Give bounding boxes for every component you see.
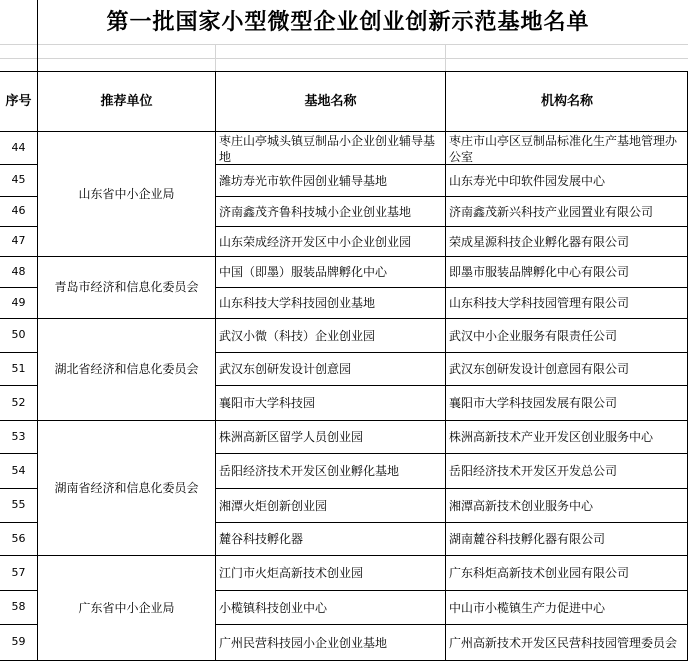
seq-cell: 58 <box>11 600 26 613</box>
row-gridline <box>215 522 688 523</box>
org-name-cell: 武汉东创研发设计创意园有限公司 <box>449 362 630 376</box>
row-gridline <box>215 287 688 288</box>
recommending-unit-cell: 青岛市经济和信息化委员会 <box>54 280 199 294</box>
seq-cell: 46 <box>11 204 26 217</box>
row-gridline <box>215 488 688 489</box>
org-name-cell: 山东科技大学科技园管理有限公司 <box>449 296 630 310</box>
base-name-cell: 株洲高新区留学人员创业园 <box>219 430 364 444</box>
table-gridline <box>215 71 216 660</box>
base-name-cell: 岳阳经济技术开发区创业孵化基地 <box>219 464 400 478</box>
row-gridline <box>215 555 688 556</box>
base-name-cell: 江门市火炬高新技术创业园 <box>219 566 364 580</box>
row-gridline <box>0 196 37 197</box>
org-name-cell: 即墨市服装品牌孵化中心有限公司 <box>449 265 630 279</box>
base-name-cell: 济南鑫茂齐鲁科技城小企业创业基地 <box>219 204 412 219</box>
row-gridline <box>0 226 37 227</box>
base-name-cell: 武汉小微（科技）企业创业园 <box>219 328 376 343</box>
table-gridline <box>0 71 688 72</box>
group-gridline <box>37 256 215 257</box>
seq-cell: 51 <box>11 361 26 375</box>
org-name-cell: 湖南麓谷科技孵化器有限公司 <box>449 532 606 546</box>
row-gridline <box>215 385 688 386</box>
seq-cell: 44 <box>11 141 26 154</box>
row-gridline <box>215 420 688 421</box>
base-name-cell: 小榄镇科技创业中心 <box>219 600 328 615</box>
org-name-cell: 广东科炬高新技术创业园有限公司 <box>449 566 630 580</box>
header-base-name: 基地名称 <box>304 94 357 109</box>
org-name-cell: 广州高新技术开发区民营科技园管理委员会 <box>449 635 678 650</box>
group-gridline <box>37 318 215 319</box>
table-gridline <box>0 58 688 59</box>
org-name-cell: 武汉中小企业服务有限责任公司 <box>449 328 618 343</box>
group-gridline <box>37 555 215 556</box>
row-gridline <box>215 590 688 591</box>
header-seq: 序号 <box>5 94 32 109</box>
table-gridline <box>445 71 446 660</box>
org-name-cell: 中山市小榄镇生产力促进中心 <box>449 600 606 615</box>
row-gridline <box>0 256 37 257</box>
row-gridline <box>0 488 37 489</box>
base-name-cell: 广州民营科技园小企业创业基地 <box>219 635 388 650</box>
seq-cell: 49 <box>11 295 26 309</box>
header-recommending-unit: 推荐单位 <box>100 94 153 109</box>
org-name-cell: 济南鑫茂新兴科技产业园置业有限公司 <box>449 204 654 219</box>
row-gridline <box>215 256 688 257</box>
row-gridline <box>0 624 37 625</box>
seq-cell: 45 <box>11 173 26 186</box>
row-gridline <box>215 453 688 454</box>
org-name-cell: 湘潭高新技术创业服务中心 <box>449 498 594 513</box>
seq-cell: 53 <box>11 429 26 443</box>
org-name-cell: 枣庄市山亭区豆制品标准化生产基地管理办公室 <box>449 133 678 164</box>
base-name-cell: 襄阳市大学科技园 <box>219 396 316 410</box>
seq-cell: 54 <box>11 463 26 477</box>
group-gridline <box>37 420 215 421</box>
recommending-unit-cell: 湖南省经济和信息化委员会 <box>54 480 199 495</box>
org-name-cell: 株洲高新技术产业开发区创业服务中心 <box>449 430 654 444</box>
recommending-unit-cell: 广东省中小企业局 <box>78 600 175 615</box>
base-name-cell: 潍坊寿光市软件园创业辅导基地 <box>219 173 388 188</box>
row-gridline <box>0 420 37 421</box>
row-gridline <box>0 555 37 556</box>
row-gridline <box>0 453 37 454</box>
row-gridline <box>215 164 688 165</box>
base-name-cell: 武汉东创研发设计创意园 <box>219 362 352 376</box>
table-gridline <box>37 0 38 660</box>
row-gridline <box>215 624 688 625</box>
seq-cell: 56 <box>11 531 26 545</box>
base-name-cell: 湘潭火炬创新创业园 <box>219 498 328 513</box>
base-name-cell: 麓谷科技孵化器 <box>219 532 304 546</box>
row-gridline <box>215 196 688 197</box>
base-name-cell: 山东荣成经济开发区中小企业创业园 <box>219 234 412 249</box>
row-gridline <box>0 352 37 353</box>
org-name-cell: 襄阳市大学科技园发展有限公司 <box>449 396 618 410</box>
seq-cell: 59 <box>11 635 26 648</box>
row-gridline <box>0 385 37 386</box>
row-gridline <box>215 352 688 353</box>
seq-cell: 52 <box>11 395 26 409</box>
base-name-cell: 山东科技大学科技园创业基地 <box>219 296 376 310</box>
seq-cell: 57 <box>11 565 26 579</box>
seq-cell: 55 <box>11 498 26 511</box>
base-name-cell: 中国（即墨）服装品牌孵化中心 <box>219 265 388 279</box>
base-name-cell: 枣庄山亭城头镇豆制品小企业创业辅导基地 <box>219 133 436 164</box>
row-gridline <box>215 318 688 319</box>
seq-cell: 47 <box>11 234 26 247</box>
table-gridline <box>445 44 446 72</box>
row-gridline <box>0 164 37 165</box>
row-gridline <box>0 522 37 523</box>
row-gridline <box>215 226 688 227</box>
row-gridline <box>0 287 37 288</box>
org-name-cell: 山东寿光中印软件园发展中心 <box>449 173 606 188</box>
seq-cell: 48 <box>11 264 26 278</box>
seq-cell: 50 <box>11 328 26 341</box>
page-title: 第一批国家小型微型企业创业创新示范基地名单 <box>106 9 590 35</box>
table-gridline <box>215 44 216 72</box>
recommending-unit-cell: 湖北省经济和信息化委员会 <box>54 362 199 376</box>
recommending-unit-cell: 山东省中小企业局 <box>78 187 175 201</box>
row-gridline <box>0 590 37 591</box>
table-gridline <box>0 44 688 45</box>
table-gridline <box>0 131 688 132</box>
org-name-cell: 岳阳经济技术开发区开发总公司 <box>449 464 618 478</box>
row-gridline <box>0 318 37 319</box>
org-name-cell: 荣成星源科技企业孵化器有限公司 <box>449 234 630 249</box>
header-org-name: 机构名称 <box>540 94 593 109</box>
